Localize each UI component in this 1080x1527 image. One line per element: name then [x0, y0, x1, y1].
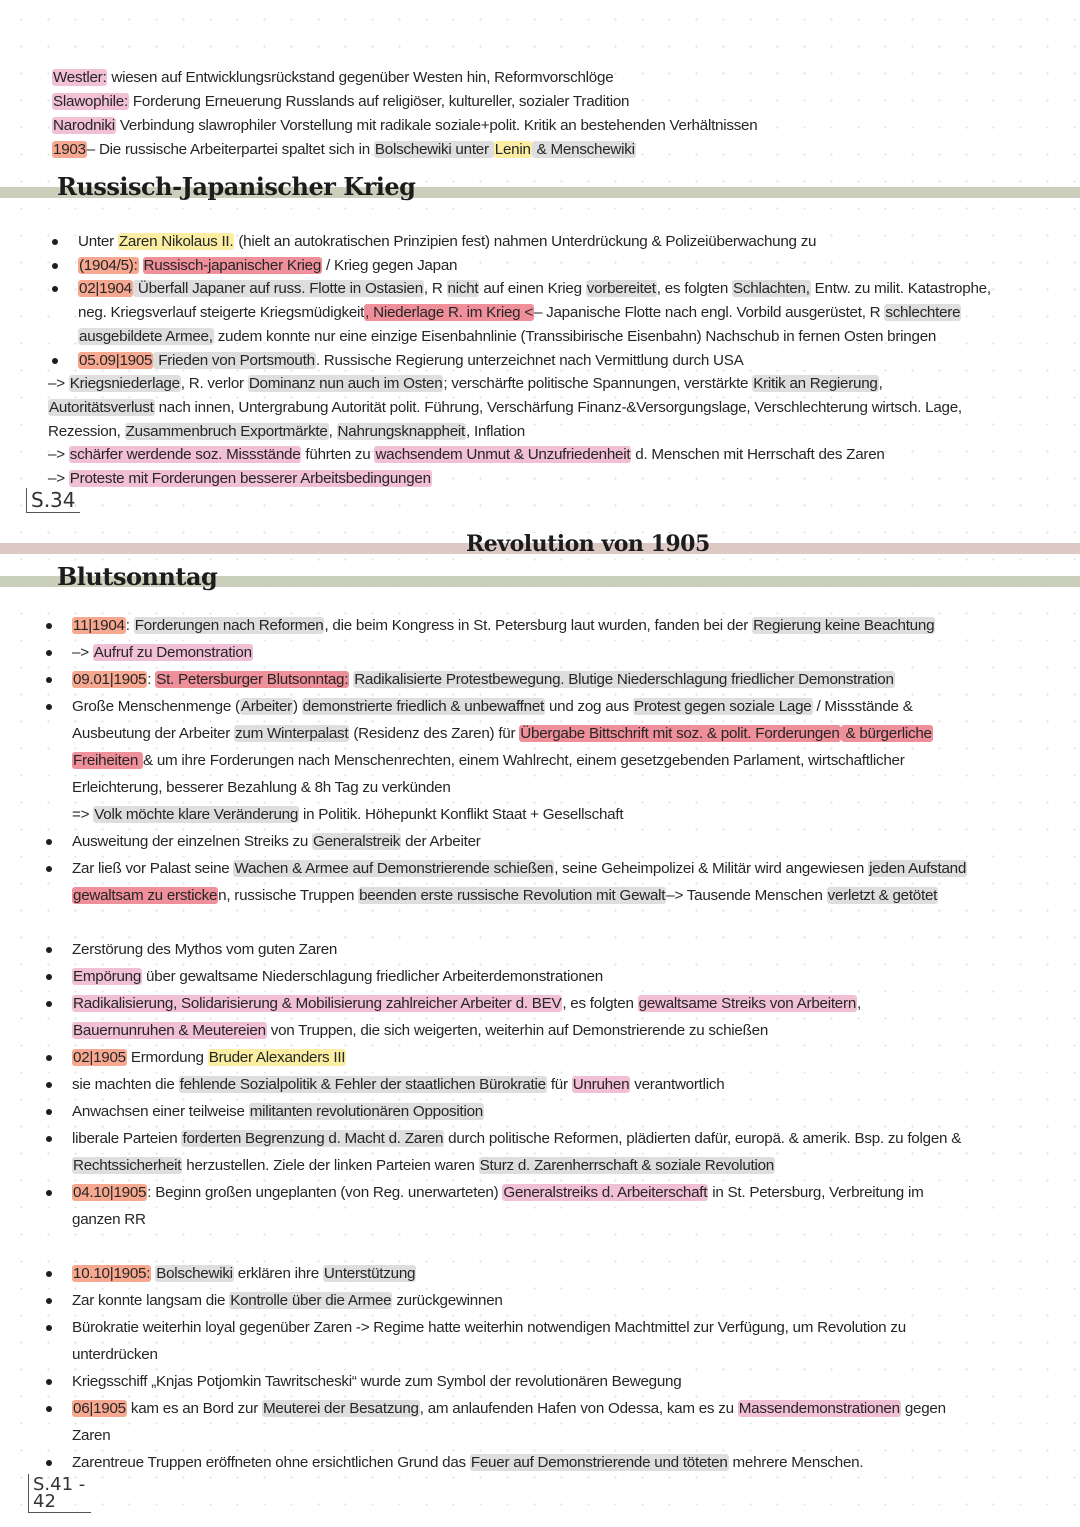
- text-run: & um ihre Forderungen nach Menschenrechten, einem Wahlrecht, einem gesetzgebenden Parlament, wirtschaftlicher: [143, 752, 905, 769]
- continuation-line: [52, 301, 991, 325]
- highlighted-text: Bruder Alexanders III: [208, 1049, 346, 1066]
- text-run: (Residenz des Zaren) für: [349, 725, 520, 742]
- text-run: [139, 257, 143, 274]
- text-run: ): [293, 698, 302, 715]
- highlighted-text: gewaltsame Streiks von Arbeitern: [638, 995, 857, 1012]
- rjk-notes: [48, 230, 991, 491]
- continuation-line: [52, 325, 991, 349]
- highlighted-text: Nahrungsknappheit: [337, 422, 466, 440]
- highlighted-text: verletzt & getötet: [827, 887, 938, 904]
- highlighted-text: Regierung keine Beachtung: [753, 617, 935, 634]
- continuation-line: [46, 1017, 967, 1044]
- text-run: , die beim Kongress in St. Petersburg laut wurden, fanden bei der: [324, 617, 753, 634]
- text-run: ,: [857, 995, 861, 1012]
- text-run: von Truppen, die sich weigerten, weiterhin auf Demonstrierende zu schießen: [266, 1022, 769, 1039]
- text-run: Ermordung: [126, 1049, 208, 1066]
- continuation-line: [46, 1422, 967, 1449]
- highlighted-text: militanten revolutionären Opposition: [249, 1103, 483, 1120]
- highlighted-text: Übergabe Bittschrift mit soz. & polit. Forderungen: [520, 725, 840, 742]
- text-run: Zerstörung des Mythos vom guten Zaren: [72, 941, 338, 958]
- note-line: [52, 114, 757, 138]
- highlighted-text: Kriegsniederlage: [69, 375, 180, 393]
- highlighted-text: Schlachten,: [733, 280, 810, 298]
- highlighted-text: demonstrierte friedlich & unbewaffnet: [302, 698, 544, 715]
- text-run: zurückgewinnen: [392, 1292, 503, 1309]
- text-run: durch politische Reformen, plädierten dafür, europä. & amerik. Bsp. zu folgen &: [444, 1130, 962, 1147]
- highlighted-text: Empörung: [73, 968, 142, 985]
- continuation-line: [46, 1152, 967, 1179]
- note-line: [52, 90, 757, 114]
- text-run: , R. verlor: [180, 375, 248, 393]
- text-run: :: [147, 671, 156, 688]
- bullet-item: [46, 1071, 967, 1098]
- highlighted-text: Wachen & Armee auf Demonstrierende schießen: [234, 860, 554, 877]
- text-run: , am anlaufenden Hafen von Odessa, kam es zu: [419, 1400, 738, 1417]
- highlighted-text: Freiheiten: [73, 752, 143, 769]
- text-run: Unter: [78, 233, 118, 250]
- text-run: , R: [423, 280, 447, 298]
- bullet-item: [46, 963, 967, 990]
- highlighted-text: Russisch-japanischer Krieg: [143, 256, 322, 274]
- blutsonntag-notes: [46, 612, 967, 1476]
- text-run: kam es an Bord zur: [126, 1400, 262, 1417]
- bullet-item: [46, 1125, 967, 1152]
- bullet-item: [46, 612, 967, 639]
- highlighted-text: Überfall Japaner auf russ. Flotte in Ostasien: [133, 280, 423, 298]
- text-run: liberale Parteien: [72, 1130, 182, 1147]
- text-run: führten zu: [301, 446, 375, 464]
- highlighted-text: & Menschewiki: [532, 141, 635, 158]
- highlighted-text: Unruhen: [572, 1076, 630, 1093]
- text-run: Anwachsen einer teilweise: [72, 1103, 249, 1120]
- highlighted-text: Frieden von Portsmouth: [154, 351, 315, 369]
- bullet-item: [46, 828, 967, 855]
- highlighted-text: schlechtere: [885, 304, 961, 322]
- spacer: [46, 1233, 967, 1260]
- continuation-line: [46, 720, 967, 747]
- text-run: Bürokratie weiterhin loyal gegenüber Zaren -> Regime hatte weiterhin notwendigen Machtmittel zur Verfügung, um Revolution zu: [72, 1319, 906, 1336]
- text-run: Zaren: [72, 1427, 111, 1444]
- text-run: Ausweitung der einzelnen Streiks zu: [72, 833, 313, 850]
- highlighted-text: Forderungen nach Reformen: [134, 617, 324, 634]
- text-run: n, russische Truppen: [218, 887, 359, 904]
- text-run: ,: [878, 375, 883, 393]
- highlighted-text: jeden Aufstand: [869, 860, 967, 877]
- highlighted-text: Generalstreik: [313, 833, 401, 850]
- text-run: – Die russische Arbeiterpartei spaltet sich in: [86, 141, 374, 158]
- highlighted-text: Sturz d. Zarenherrschaft & soziale Revolution: [479, 1157, 775, 1174]
- highlighted-text: Feuer auf Demonstrierende und töteten: [470, 1454, 728, 1471]
- text-run: erklären ihre: [233, 1265, 323, 1282]
- page-reference: S.41 - 42: [28, 1474, 91, 1513]
- note-line: [52, 66, 757, 90]
- text-run: Erleichterung, besserer Bezahlung & 8h Tag zu verkünden: [72, 779, 451, 796]
- bullet-item: [46, 936, 967, 963]
- bullet-item: [46, 1179, 967, 1206]
- text-run: d. Menschen mit Herrschaft des Zaren: [631, 446, 885, 464]
- text-run: Ausbeutung der Arbeiter: [72, 725, 235, 742]
- highlighted-text: 04.10|1905: [73, 1184, 147, 1201]
- continuation-line: [48, 467, 991, 491]
- text-run: für: [546, 1076, 572, 1093]
- text-run: Zar konnte langsam die: [72, 1292, 230, 1309]
- highlighted-text: Meuterei der Besatzung: [263, 1400, 419, 1417]
- bullet-item: [46, 1449, 967, 1476]
- continuation-line: [46, 882, 967, 909]
- highlighted-text: 10.10|1905:: [73, 1265, 151, 1282]
- highlighted-text: Bauernunruhen & Meutereien: [73, 1022, 266, 1039]
- highlighted-text: 09.01|1905: [73, 671, 147, 688]
- text-run: Entw. zu milit. Katastrophe,: [810, 280, 991, 298]
- text-run: mehrere Menschen.: [728, 1454, 864, 1471]
- text-run: , es folgten: [562, 995, 638, 1012]
- highlighted-text: Kritik an Regierung: [753, 375, 878, 393]
- highlighted-text: ausgebildete Armee,: [79, 327, 213, 345]
- highlighted-text: Proteste mit Forderungen besserer Arbeitsbedingungen: [69, 470, 431, 488]
- text-run: –>: [72, 644, 93, 661]
- text-run: Forderung Erneuerung Russlands auf religiöser, kultureller, sozialer Tradition: [128, 93, 630, 110]
- highlighted-text: Generalstreiks d. Arbeiterschaft: [503, 1184, 708, 1201]
- text-run: . Russische Regierung unterzeichnet nach Vermittlung durch USA: [315, 351, 744, 369]
- text-run: sie machten die: [72, 1076, 179, 1093]
- bullet-item: [46, 666, 967, 693]
- highlighted-text: fehlende Sozialpolitik & Fehler der staatlichen Bürokratie: [179, 1076, 546, 1093]
- text-run: Rezession,: [48, 422, 125, 440]
- highlighted-text: Unterstützung: [323, 1265, 416, 1282]
- highlighted-text: wachsendem Unmut & Unzufriedenheit: [375, 446, 631, 464]
- bullet-item: [46, 1395, 967, 1422]
- bullet-item: [46, 639, 967, 666]
- text-run: in St. Petersburg, Verbreitung im: [708, 1184, 924, 1201]
- intro-block: [52, 66, 757, 162]
- text-run: nach innen, Untergrabung Autorität polit. Führung, Verschärfung Finanz-&Versorgungslage, Verschlechterung wirtsch. Lage,: [154, 398, 962, 416]
- highlighted-text: Kontrolle über die Armee: [230, 1292, 392, 1309]
- text-run: gegen: [900, 1400, 946, 1417]
- highlighted-text: Bolschewiki: [156, 1265, 233, 1282]
- highlighted-text: (1904/5):: [79, 256, 138, 274]
- bullet-item: [46, 1368, 967, 1395]
- highlighted-text: 11|1904: [73, 617, 125, 634]
- text-run: auf einen Krieg: [479, 280, 586, 298]
- highlighted-text: zum Winterpalast: [235, 725, 349, 742]
- highlighted-text: Volk möchte klare Veränderung: [94, 806, 299, 823]
- highlighted-text: beenden erste russische Revolution mit Gewalt: [359, 887, 666, 904]
- bullet-item: [46, 1260, 967, 1287]
- highlighted-text: St. Petersburger Blutsonntag:: [156, 671, 349, 688]
- highlighted-text: , Niederlage R. im Krieg <: [365, 304, 533, 322]
- continuation-line: [48, 396, 991, 420]
- bullet-item: [52, 277, 991, 301]
- page-reference: S.34: [26, 488, 80, 513]
- highlighted-text: Zaren Nikolaus II.: [118, 233, 234, 250]
- highlighted-text: 02|1904: [79, 280, 132, 298]
- bullet-item: [52, 349, 991, 373]
- highlighted-text: Dominanz nun auch im Osten: [248, 375, 443, 393]
- text-run: ,: [328, 422, 337, 440]
- bullet-item: [46, 1287, 967, 1314]
- text-run: Zarentreue Truppen eröffneten ohne ersichtlichen Grund das: [72, 1454, 470, 1471]
- section-title-blutsonntag: Blutsonntag: [57, 562, 218, 591]
- continuation-line: [48, 420, 991, 444]
- text-run: neg. Kriegsverlauf steigerte Kriegsmüdigkeit: [78, 304, 365, 322]
- continuation-line: [46, 801, 967, 828]
- highlighted-text: 06|1905: [73, 1400, 126, 1417]
- text-run: , seine Geheimpolizei & Militär wird angewiesen: [554, 860, 869, 877]
- text-run: in Politik. Höhepunkt Konflikt Staat + Gesellschaft: [299, 806, 624, 823]
- bullet-item: [52, 230, 991, 254]
- highlighted-text: Protest gegen soziale Lage: [633, 698, 812, 715]
- highlighted-text: Bolschewiki unter: [374, 141, 493, 158]
- highlighted-text: Radikalisierte Protestbewegung. Blutige Niederschlagung friedlicher Demonstration: [354, 671, 894, 688]
- highlighted-text: Arbeiter: [240, 698, 292, 715]
- highlighted-text: 1903: [53, 141, 86, 158]
- bullet-item: [46, 1314, 967, 1341]
- bullet-item: [46, 1098, 967, 1125]
- text-run: –>: [48, 470, 69, 488]
- text-run: Zar ließ vor Palast seine: [72, 860, 234, 877]
- text-run: Verbindung slawrophiler Vorstellung mit radikale soziale+polit. Kritik an bestehenden Verhältnissen: [115, 117, 758, 134]
- continuation-line: [46, 1206, 967, 1233]
- text-run: / Missstände &: [812, 698, 913, 715]
- text-run: Große Menschenmenge (: [72, 698, 240, 715]
- highlighted-text: Massendemonstrationen: [738, 1400, 900, 1417]
- note-line: [52, 138, 757, 162]
- highlighted-text: Autoritätsverlust: [49, 398, 154, 416]
- highlighted-text: vorbereitet: [586, 280, 656, 298]
- continuation-line: [48, 372, 991, 396]
- text-run: der Arbeiter: [401, 833, 481, 850]
- continuation-line: [46, 747, 967, 774]
- continuation-line: [48, 443, 991, 467]
- text-run: verantwortlich: [630, 1076, 725, 1093]
- text-run: =>: [72, 806, 94, 823]
- text-run: :: [125, 617, 134, 634]
- highlighted-text: nicht: [447, 280, 479, 298]
- text-run: wiesen auf Entwicklungsrückstand gegenüber Westen hin, Reformvorschlöge: [107, 69, 614, 86]
- highlighted-text: Narodniki: [53, 117, 115, 134]
- text-run: zudem konnte nur eine einzige Eisenbahnlinie (Transsibirische Eisenbahn) Nachschub in fernen Osten bringen: [213, 327, 937, 345]
- highlighted-text: Aufruf zu Demonstration: [93, 644, 252, 661]
- bullet-item: [46, 1044, 967, 1071]
- highlighted-text: forderten Begrenzung d. Macht d. Zaren: [182, 1130, 444, 1147]
- highlighted-text: 05.09|1905: [79, 351, 153, 369]
- highlighted-text: Radikalisierung, Solidarisierung & Mobilisierung zahlreicher Arbeiter d. BEV: [73, 995, 562, 1012]
- highlighted-text: schärfer werdende soz. Missstände: [69, 446, 301, 464]
- section-title-russisch-japanischer-krieg: Russisch-Japanischer Krieg: [57, 172, 416, 201]
- continuation-line: [46, 1341, 967, 1368]
- highlighted-text: Lenin: [494, 141, 531, 158]
- text-run: – Japanische Flotte nach engl. Vorbild ausgerüstet, R: [533, 304, 885, 322]
- text-run: –> Tausende Menschen: [666, 887, 827, 904]
- text-run: ; verschärfte politische Spannungen, verstärkte: [443, 375, 753, 393]
- text-run: ganzen RR: [72, 1211, 146, 1228]
- text-run: über gewaltsame Niederschlagung friedlicher Arbeiterdemonstrationen: [142, 968, 603, 985]
- highlighted-text: Westler:: [53, 69, 107, 86]
- text-run: (hielt an autokratischen Prinzipien fest) nahmen Unterdrückung & Polizeiüberwachung zu: [234, 233, 817, 250]
- highlighted-text: Zusammenbruch Exportmärkte: [125, 422, 328, 440]
- section-title-revolution-1905: Revolution von 1905: [466, 531, 710, 557]
- text-run: –>: [48, 446, 69, 464]
- text-run: Kriegsschiff „Knjas Potjomkin Tawritscheski“ wurde zum Symbol der revolutionären Bewegung: [72, 1373, 682, 1390]
- highlighted-text: gewaltsam zu ersticke: [73, 887, 218, 904]
- highlighted-text: Slawophile:: [53, 93, 128, 110]
- text-run: , Inflation: [466, 422, 525, 440]
- text-run: unterdrücken: [72, 1346, 158, 1363]
- text-run: : Beginn großen ungeplanten (von Reg. unerwarteten): [147, 1184, 503, 1201]
- text-run: und zog aus: [544, 698, 633, 715]
- continuation-line: [46, 774, 967, 801]
- text-run: / Krieg gegen Japan: [322, 256, 458, 274]
- bullet-item: [46, 990, 967, 1017]
- text-run: , es folgten: [656, 280, 733, 298]
- text-run: –>: [48, 375, 69, 393]
- highlighted-text: & bürgerliche: [841, 725, 932, 742]
- spacer: [46, 909, 967, 936]
- bullet-item: [46, 693, 967, 720]
- highlighted-text: Rechtssicherheit: [73, 1157, 182, 1174]
- bullet-item: [52, 254, 991, 278]
- text-run: herzustellen. Ziele der linken Parteien waren: [182, 1157, 479, 1174]
- highlighted-text: 02|1905: [73, 1049, 126, 1066]
- bullet-item: [46, 855, 967, 882]
